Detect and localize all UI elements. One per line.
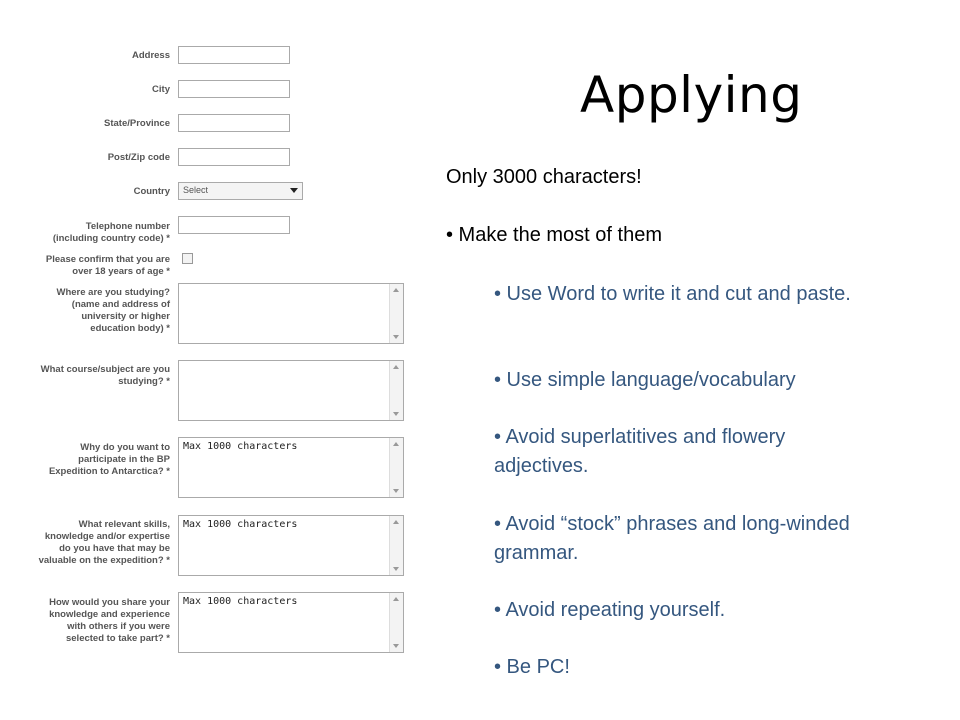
why-label: Why do you want to participate in the BP Expedition to Antarctica? * xyxy=(48,442,170,477)
city-input[interactable] xyxy=(178,80,290,98)
course-label: What course/subject are you studying? * xyxy=(40,364,170,387)
scrollbar[interactable] xyxy=(389,593,403,652)
application-form-screenshot xyxy=(0,0,420,720)
scrollbar[interactable] xyxy=(389,438,403,497)
scrollbar[interactable] xyxy=(389,284,403,343)
zip-label: Post/Zip code xyxy=(107,152,170,163)
scroll-down-icon xyxy=(393,335,399,339)
country-label: Country xyxy=(133,186,170,197)
studying-label: Where are you studying? (name and address of university or higher education body) * xyxy=(56,287,170,334)
scroll-up-icon xyxy=(393,365,399,369)
scroll-up-icon xyxy=(393,520,399,524)
sub-bullet: • Use Word to write it and cut and paste. xyxy=(494,283,851,305)
phone-input[interactable] xyxy=(178,216,290,234)
scroll-down-icon xyxy=(393,644,399,648)
address-label: Address xyxy=(131,50,170,61)
age-confirm-checkbox[interactable] xyxy=(182,253,193,264)
scroll-down-icon xyxy=(393,567,399,571)
course-textarea[interactable] xyxy=(178,360,404,421)
why-textarea-value: Max 1000 characters xyxy=(183,441,298,452)
skills-textarea[interactable] xyxy=(178,515,404,576)
phone-label: Telephone number (including country code) * xyxy=(52,221,170,244)
skills-label: What relevant skills, knowledge and/or expertise do you have that may be valuable on the expedition? * xyxy=(38,519,170,566)
scroll-up-icon xyxy=(393,442,399,446)
share-textarea[interactable] xyxy=(178,592,404,653)
zip-input[interactable] xyxy=(178,148,290,166)
why-textarea[interactable] xyxy=(178,437,404,498)
scroll-down-icon xyxy=(393,489,399,493)
scrollbar[interactable] xyxy=(389,361,403,420)
chevron-down-icon xyxy=(290,188,298,193)
address-input[interactable] xyxy=(178,46,290,64)
scrollbar[interactable] xyxy=(389,516,403,575)
main-bullet: • Make the most of them xyxy=(446,224,662,246)
sub-bullet: • Be PC! xyxy=(494,656,570,678)
scroll-up-icon xyxy=(393,597,399,601)
state-input[interactable] xyxy=(178,114,290,132)
country-select-value: Select xyxy=(183,185,209,195)
sub-bullet: • Use simple language/vocabulary xyxy=(494,369,796,391)
age-label: Please confirm that you are over 18 years of age * xyxy=(45,254,170,277)
slide-title: Applying xyxy=(580,66,803,124)
skills-textarea-value: Max 1000 characters xyxy=(183,519,298,530)
sub-bullet: • Avoid repeating yourself. xyxy=(494,599,726,621)
state-label: State/Province xyxy=(104,118,170,129)
studying-textarea[interactable] xyxy=(178,283,404,344)
share-textarea-value: Max 1000 characters xyxy=(183,596,298,607)
city-label: City xyxy=(152,84,170,95)
share-label: How would you share your knowledge and experience with others if you were selected to take part? * xyxy=(49,597,170,644)
scroll-up-icon xyxy=(393,288,399,292)
scroll-down-icon xyxy=(393,412,399,416)
country-select[interactable] xyxy=(178,182,303,200)
sub-bullet: • Avoid superlatitives and flowery adjectives. xyxy=(494,426,786,477)
intro-text: Only 3000 characters! xyxy=(446,166,642,188)
sub-bullet: • Avoid “stock” phrases and long-winded grammar. xyxy=(494,513,850,564)
